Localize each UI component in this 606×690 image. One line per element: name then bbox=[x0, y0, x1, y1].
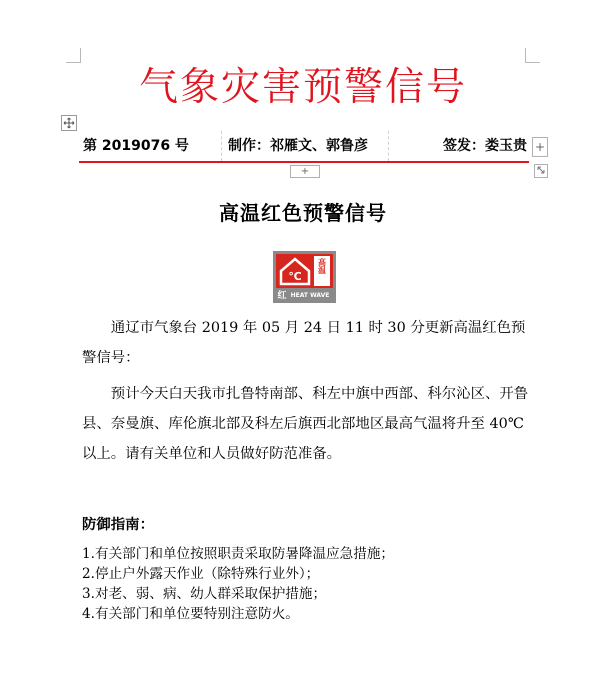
forecast-paragraph: 预计今天白天我市扎鲁特南部、科左中旗中西部、科尔沁区、开鲁县、奈曼旗、库伦旗北部及科左后旗西北部地区最高气温将升至 40℃以上。请有关单位和人员做好防范准备。 bbox=[82, 386, 529, 462]
main-title: 气象灾害预警信号 bbox=[138, 65, 467, 110]
add-row-button[interactable]: + bbox=[290, 165, 320, 178]
list-item: 4.有关部门和单位要特别注意防火。 bbox=[82, 606, 299, 622]
heat-wave-red-signal-icon bbox=[273, 251, 336, 303]
signal-symbol: ℃ bbox=[288, 270, 302, 283]
document-number[interactable]: 第 2019076 号 bbox=[79, 131, 222, 161]
add-column-button[interactable]: + bbox=[532, 137, 548, 157]
update-paragraph: 通辽市气象台 2019 年 05 月 24 日 11 时 30 分更新高温红色预警信号： bbox=[82, 320, 526, 366]
list-item: 3.对老、弱、病、幼人群采取保护措施； bbox=[82, 586, 327, 602]
signal-type-text: 高温 bbox=[317, 258, 327, 274]
signal-level-text: 红 bbox=[277, 291, 287, 301]
signer-field[interactable]: 签发：娄玉贵 bbox=[443, 138, 527, 154]
resize-icon bbox=[536, 165, 546, 175]
author-field[interactable]: 制作：祁雁文、郭鲁彦 bbox=[222, 131, 389, 161]
crop-mark-top-right bbox=[525, 48, 540, 63]
header-info-table bbox=[79, 131, 529, 163]
crop-mark-top-left bbox=[66, 48, 81, 63]
list-item: 1.有关部门和单位按照职责采取防暑降温应急措施； bbox=[82, 546, 395, 562]
warning-title: 高温红色预警信号 bbox=[219, 201, 387, 225]
signal-english-text: HEAT WAVE bbox=[290, 292, 330, 299]
list-item: 2.停止户外露天作业（除特殊行业外）； bbox=[82, 566, 320, 582]
move-icon bbox=[63, 117, 75, 129]
table-move-handle[interactable] bbox=[61, 115, 77, 131]
defense-guide-list bbox=[82, 544, 542, 624]
table-resize-handle[interactable] bbox=[534, 164, 548, 178]
defense-guide-heading: 防御指南： bbox=[82, 516, 154, 533]
